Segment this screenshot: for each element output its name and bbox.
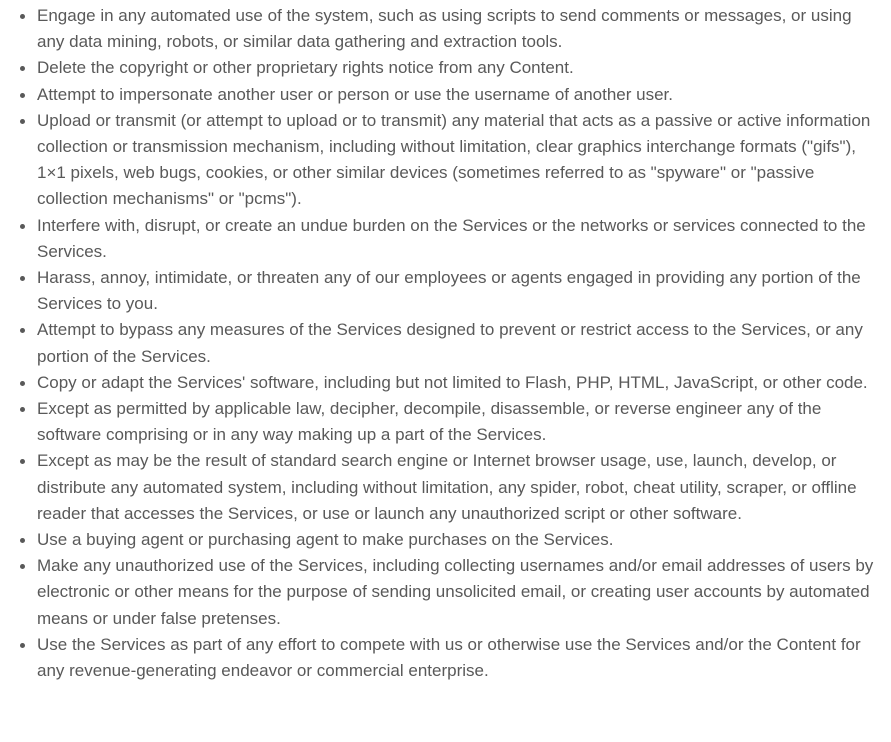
- list-item-text: Attempt to bypass any measures of the Services designed to prevent or restrict access to the Services, or any portion of the Services.: [37, 320, 863, 366]
- list-item-text: Harass, annoy, intimidate, or threaten any of our employees or agents engaged in providing any portion of the Services to you.: [37, 268, 861, 314]
- list-item: [0, 370, 891, 396]
- list-item-text: Copy or adapt the Services' software, including but not limited to Flash, PHP, HTML, JavaScript, or other code.: [37, 372, 868, 392]
- list-item-text: Except as permitted by applicable law, decipher, decompile, disassemble, or reverse engineer any of the software comprising or in any way making up a part of the Services.: [37, 399, 822, 445]
- bullet-icon: [20, 381, 25, 386]
- list-item: [0, 265, 891, 317]
- list-item: [0, 553, 891, 632]
- list-item-text: Attempt to impersonate another user or person or use the username of another user.: [37, 84, 673, 104]
- bullet-icon: [20, 119, 25, 124]
- list-item-text: Engage in any automated use of the system, such as using scripts to send comments or messages, or using any data mining, robots, or similar data gathering and extraction tools.: [37, 6, 852, 52]
- list-item: [0, 55, 891, 81]
- list-item: [0, 317, 891, 369]
- list-item-text: Interfere with, disrupt, or create an undue burden on the Services or the networks or services connected to the Services.: [37, 215, 866, 261]
- list-item: [0, 3, 891, 55]
- list-item: [0, 396, 891, 448]
- bullet-icon: [20, 276, 25, 281]
- list-item-text: Upload or transmit (or attempt to upload or to transmit) any material that acts as a passive or active information collection or transmission mechanism, including without limitation, clear graphics interchange formats ("gifs"), 1×1 pixels, web bugs, cookies, or other similar devices (sometimes referred to as "spyware" or "passive collection mechanisms" or "pcms").: [37, 110, 871, 209]
- list-item-text: Use a buying agent or purchasing agent to make purchases on the Services.: [37, 530, 614, 550]
- bullet-icon: [20, 407, 25, 412]
- bullet-icon: [20, 538, 25, 543]
- list-item: [0, 82, 891, 108]
- bullet-icon: [20, 643, 25, 648]
- bullet-icon: [20, 14, 25, 19]
- list-item: [0, 527, 891, 553]
- bullet-icon: [20, 564, 25, 569]
- list-item-text: Use the Services as part of any effort to compete with us or otherwise use the Services and/or the Content for any revenue-generating endeavor or commercial enterprise.: [37, 634, 861, 681]
- bullet-icon: [20, 328, 25, 333]
- list-item-text: Make any unauthorized use of the Services, including collecting usernames and/or email addresses of users by electronic or other means for the purpose of sending unsolicited email, or creating user accounts by automated means or under false pretenses.: [37, 556, 874, 628]
- list-item: [0, 108, 891, 213]
- bullet-icon: [20, 66, 25, 71]
- bullet-icon: [20, 459, 25, 464]
- list-item: [0, 632, 891, 684]
- list-item-text: Except as may be the result of standard search engine or Internet browser usage, use, launch, develop, or distribute any automated system, including without limitation, any spider, robot, cheat utility, scraper, or offline reader that accesses the Services, or use or launch any unauthorized script or other software.: [37, 451, 857, 523]
- list-item-text: Delete the copyright or other proprietary rights notice from any Content.: [37, 58, 574, 78]
- bullet-icon: [20, 224, 25, 229]
- list-item: [0, 448, 891, 527]
- list-item: [0, 213, 891, 265]
- bullet-icon: [20, 93, 25, 98]
